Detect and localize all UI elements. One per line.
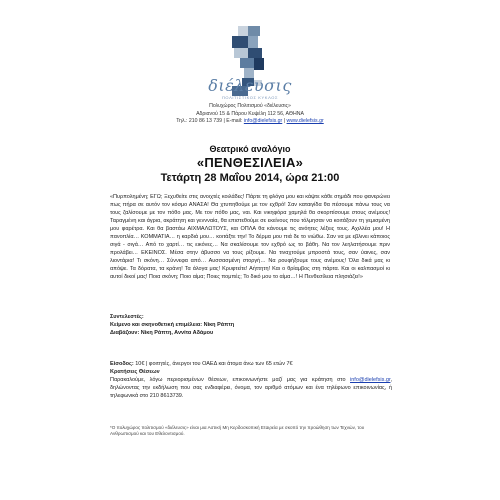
event-heading (0, 143, 500, 185)
logo-tagline: ΠΟΛΙΤΙΣΤΙΚΟΣ ΚΥΚΛΟΣ (221, 95, 279, 100)
org-address: Αδριανού 15 & Πάρου Κυψέλη 112 56, ΑΘΗΝΑ (196, 110, 304, 117)
footnote: *Ο πολυχώρος πολιτισμού «διέλευσις» είναι μια Αστική Μη Κερδοσκοπική Εταιρεία με σκοπό την προώθηση των Τεχνών, του Ανθρωπισμού και του Εθελοντισμού. (110, 425, 365, 437)
org-contact (0, 118, 500, 126)
org-name: Πολυχώρος Πολιτισμού «διέλευσις» (209, 103, 291, 109)
org-separator: | (282, 118, 287, 125)
credits-label: Συντελεστές: (110, 314, 144, 320)
credits-section (110, 313, 234, 337)
booking-text (110, 376, 392, 400)
booking-label: Κρατήσεις Θέσεων (110, 369, 160, 376)
entry-label: Είσοδος: (110, 361, 134, 367)
logo-name: διέλευσις (208, 76, 292, 95)
booking-text-end: , δηλώνοντας την εκδήλωση που σας ενδιαφέρει, όνομα, τον αριθμό ατόμων και ένα τηλέφωνο επικοινωνίας, ή τηλεφωνικά στο 210 8613739. (110, 377, 392, 400)
entry-section (110, 360, 392, 400)
credits-readers: Διαβάζουν: Νίκη Ράπτη, Αννίτα Αδάμου (110, 330, 214, 336)
organization-info (0, 103, 500, 126)
entry-prices-line (110, 360, 392, 368)
event-title: «ΠΕΝΘΕΣΙΛΕΙΑ» (196, 155, 304, 170)
credits-direction: Κείμενο και σκηνοθετική επιμέλεια: Νίκη Ράπτη (110, 322, 235, 328)
event-date: Τετάρτη 28 Μαΐου 2014, ώρα 21:00 (160, 172, 340, 184)
booking-text-start: Παρακαλούμε, λόγω περιορισμένων θέσεων, επικοινωνήστε μαζί μας για κράτηση στο (110, 377, 351, 384)
org-website-link[interactable]: www.dielefsis.gr (286, 118, 324, 125)
org-email-link[interactable]: info@dielefsis.gr (243, 118, 283, 125)
excerpt-text: «Πυρπολημένη; ΕΓΩ; Ξεχυθείτε στις ανοιχτές κοιλάδες! Πάρτε τη φλόγα μου και κάψτε κάθε σημάδι που φανερώνει πως πήρα σε αυτόν τον κόσμο ΑΝΑΣΑ! Θα χτυπηθούμε με τον εχθρό! Σαν καταιγίδα θα πέσουμε πάνω τους να τους ζαλίσουμε με τον πόθο μας. Με τον πόθο μας, ναι. Και νικηφόρα χαμηλά θα σκορπίσουμε στους ανέμους! Ταραγμένη και άγρια, ακράτητη και γεννναία, θα επιστεθούμε σε εκείνους που τόλμησαν να κοιτάξουν τη γεμισμένη μου φαρέτρα. Και θα βαστάω ΑΙΧΜΑΛΩΤΟΥΣ, και ΟΠΛΑ θα κάνουμε τις ανόητες λέξεις τους. Αχιλλέα μου! Η πανοπλία… ΚΟΜΜΑΤΙΑ… η καρδιά μου… κοιτάξτε την! Το δέρμα μου πιά δε το νιώθω. Σαν να με εβλινει κάποιος σιγά - σιγά… Από το χαρτί… τις εικόνες… Να σκαλίσουμε τον εχθρό ως το βάθη. Να τον λεηλατήσουμε πριν προλάβει… ΕΚΕΙΝΟΣ. Μέσα στην άβυσσο να τους ρίξουμε. Να τιναχτούμε μπροστά τους, σαν ύαινες, σαν λιοντάρια! Τι σκόνη… Σύννεφα από… Αυσσασμένη στοργή… Να ρουφήξουμε τους ανέμους! Όλα δικά μας κι απόψε. Τα δόρατα, τα κράνη! Τα άλογα μας! Κρυφτείτε! Αήττητη! Και ο θρίαμβος στη πάρτα. Και οι καλπασμοί κι αυτοί δικοί μας! Ποια σκόνη; Ποιο αίμα; Ποιες πομπές; Το δικό μου το αίμα…! Η Πενθεσίλεια πλησιάζει!» (110, 194, 390, 281)
org-phone: Τηλ.: 210 86 13 739 | E-mail: (176, 118, 244, 125)
event-subtitle: Θεατρικό αναλόγιο (209, 144, 291, 154)
entry-prices: 10€ | φοιτητές, άνεργοι του ΟΑΕΔ και άτομα άνω των 65 ετών 7€ (133, 361, 293, 367)
booking-email-link[interactable]: info@dielefsis.gr (350, 377, 391, 384)
